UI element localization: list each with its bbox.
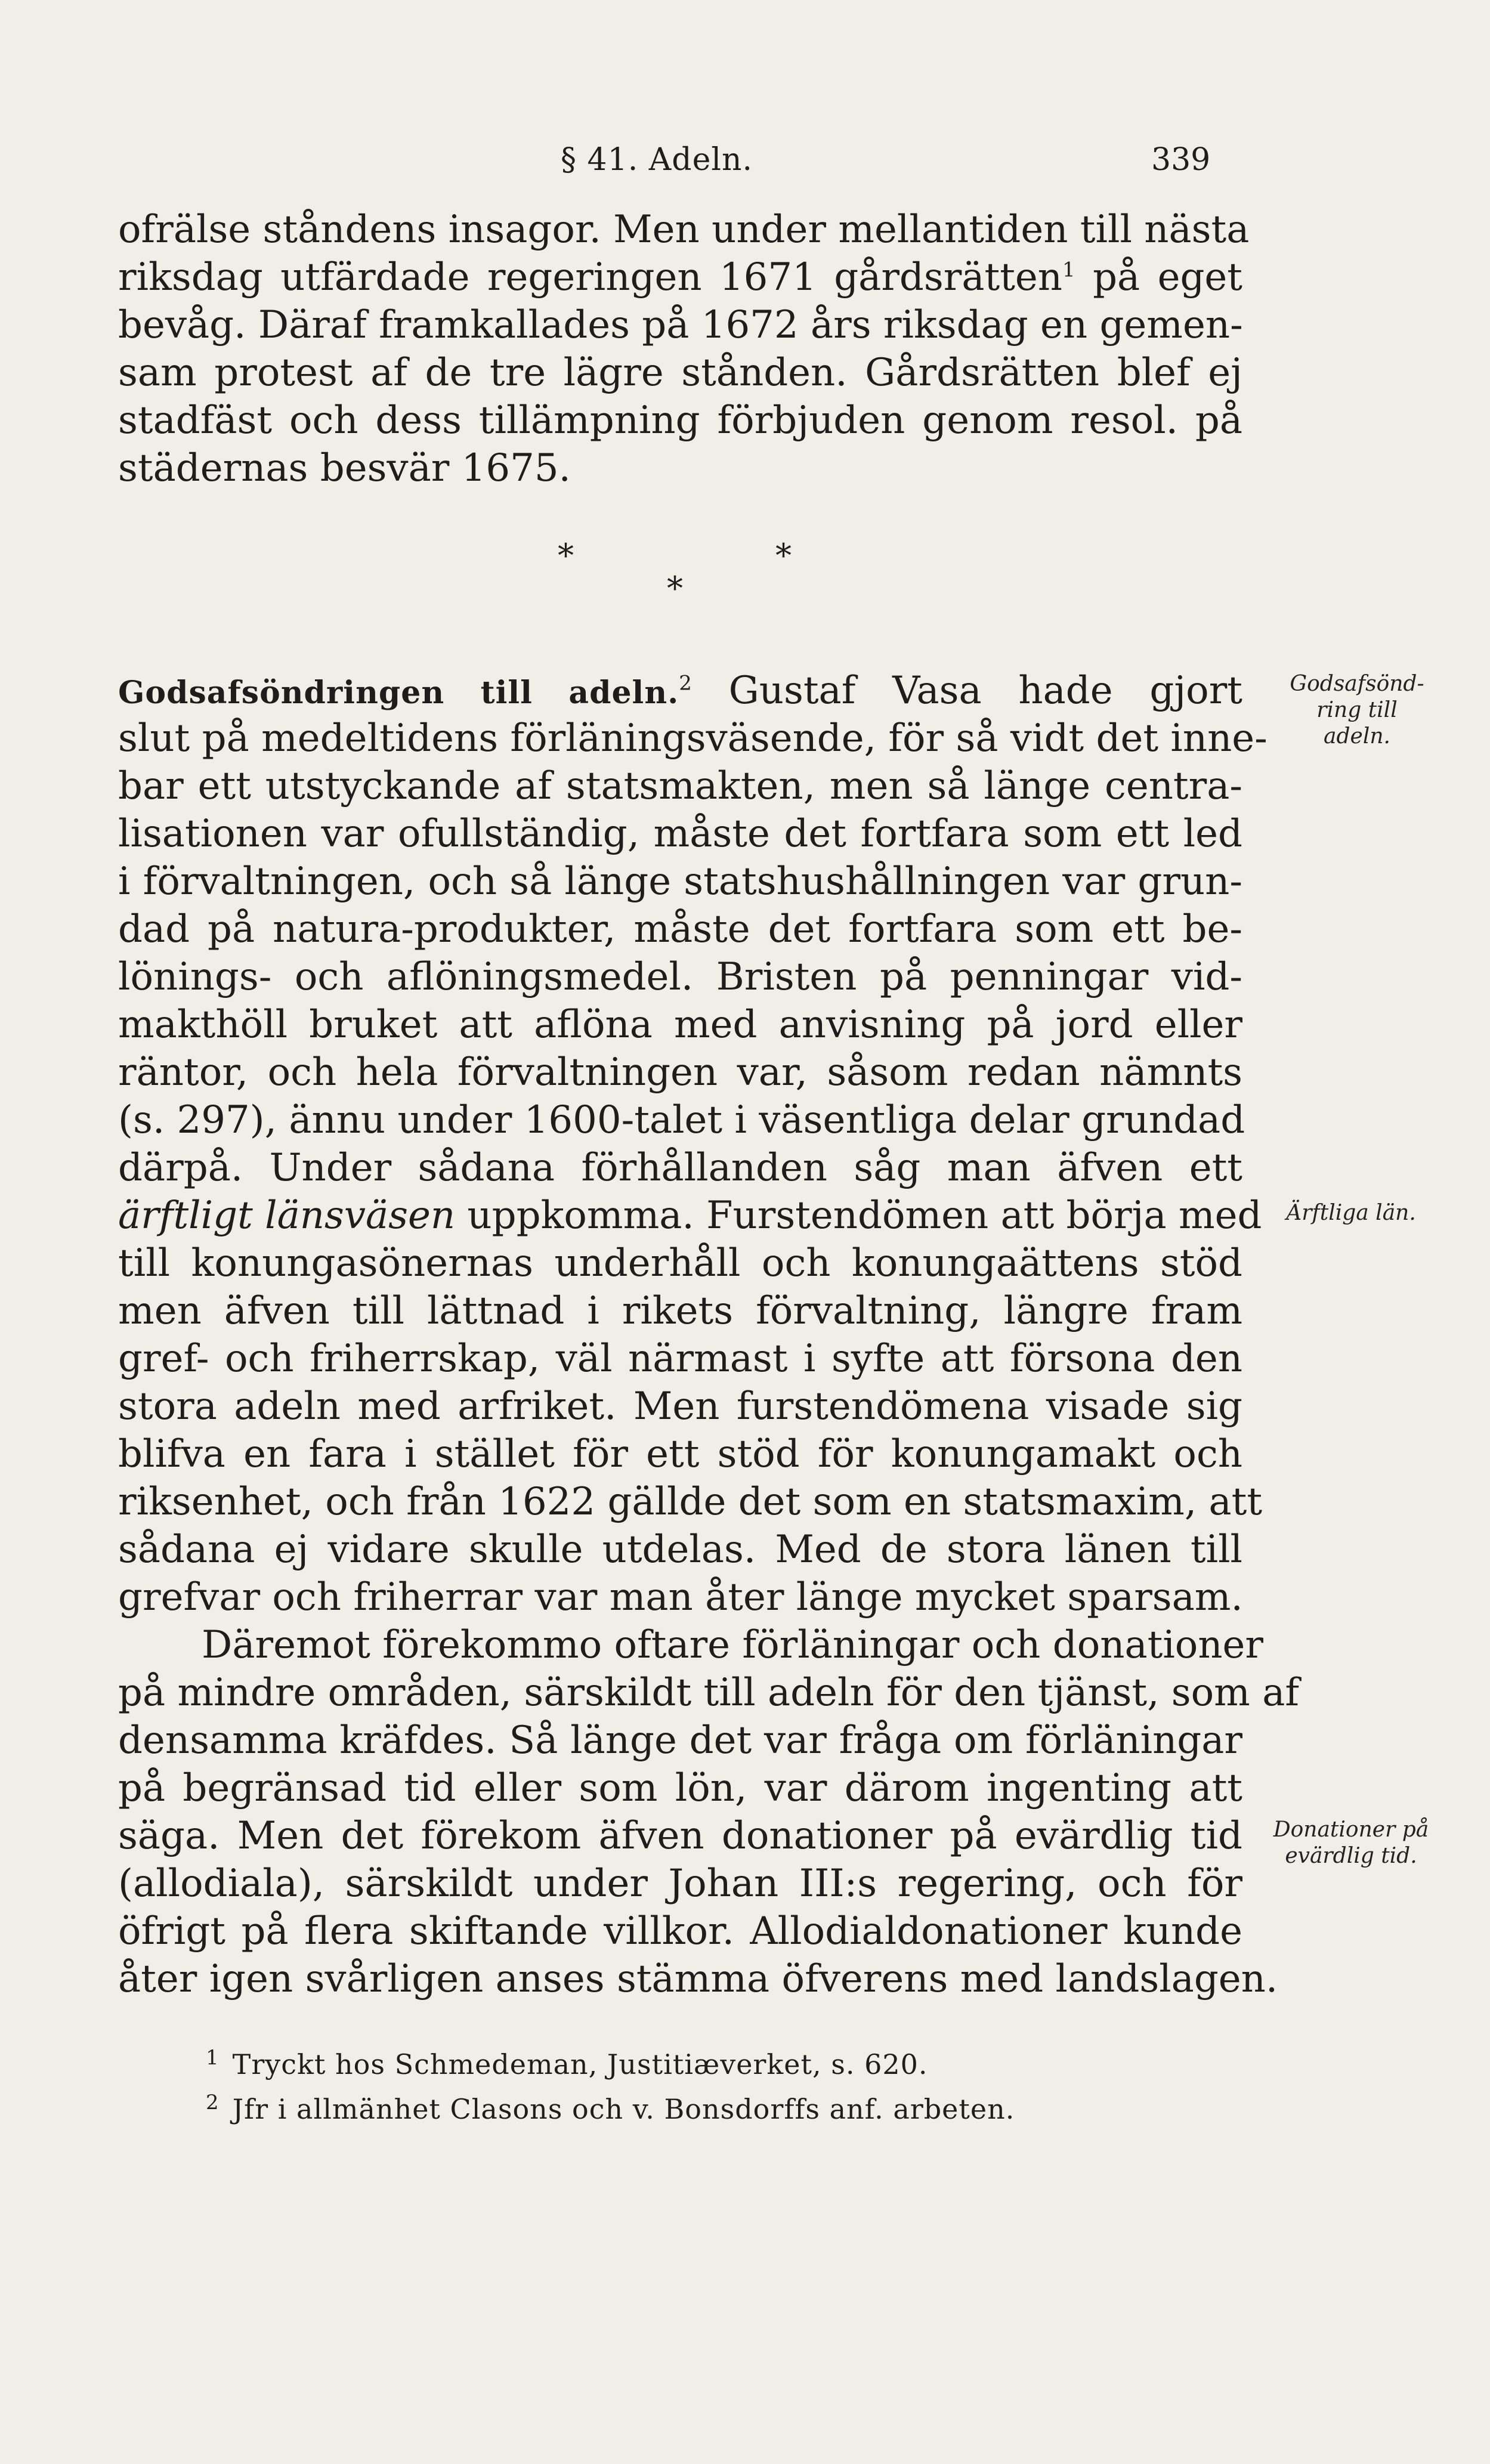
footnote bbox=[206, 2091, 1015, 2128]
asterism-star: * bbox=[667, 570, 683, 607]
text-line: stadfäst och dess tillämpning förbjuden genom resol. på bbox=[118, 398, 1242, 443]
asterism-star: * bbox=[558, 537, 574, 574]
text-line: men äfven till lättnad i rikets förvaltning, längre fram bbox=[118, 1289, 1242, 1333]
text-line: till konungasönernas underhåll och konungaättens stöd bbox=[118, 1241, 1242, 1285]
text-line: grefvar och friherrar var man åter länge mycket sparsam. bbox=[118, 1575, 1243, 1619]
footnote-number: 1 bbox=[206, 2045, 220, 2070]
italic-term: ärftligt länsväsen bbox=[118, 1194, 456, 1238]
text-line: lönings- och aflöningsmedel. Bristen på penningar vid- bbox=[118, 955, 1242, 999]
text-line: densamma kräfdes. Så länge det var fråga om förläningar bbox=[118, 1718, 1242, 1763]
footnote bbox=[206, 2046, 928, 2083]
text-span: på eget bbox=[1093, 255, 1243, 299]
footnote-text: Tryckt hos Schmedeman, Justitiæverket, s. 620. bbox=[232, 2048, 928, 2080]
footnote-mark: 1 bbox=[1062, 258, 1075, 282]
text-line: bevåg. Däraf framkallades på 1672 års riksdag en gemen- bbox=[118, 303, 1243, 347]
text-line: på begränsad tid eller som lön, var därom ingenting att bbox=[118, 1766, 1242, 1810]
text-line: (allodiala), särskildt under Johan III:s regering, och för bbox=[118, 1862, 1242, 1906]
page-number: 339 bbox=[1151, 142, 1211, 178]
text-line: stora adeln med arfriket. Men furstendömena visade sig bbox=[118, 1384, 1242, 1429]
text-line: åter igen svårligen anses stämma öfverens med landslagen. bbox=[118, 1957, 1278, 2001]
text-line: räntor, och hela förvaltningen var, såsom redan nämnts bbox=[118, 1050, 1242, 1095]
text-line: i förvaltningen, och så länge statshushållningen var grun- bbox=[118, 860, 1242, 904]
asterism-star: * bbox=[775, 537, 792, 574]
text-line bbox=[118, 253, 1242, 301]
margin-note bbox=[1253, 1817, 1449, 1869]
section-title: § 41. Adeln. bbox=[561, 142, 753, 178]
text-line: ofrälse ståndens insagor. Men under mellantiden till nästa bbox=[118, 208, 1250, 252]
text-line: blifva en fara i stället för ett stöd för konungamakt och bbox=[118, 1432, 1242, 1476]
text-line: öfrigt på flera skiftande villkor. Allodialdonationer kunde bbox=[118, 1909, 1242, 1953]
text-span: Gustaf Vasa hade gjort bbox=[728, 669, 1242, 713]
section-heading: Godsafsöndringen till adeln. bbox=[118, 675, 679, 711]
text-line: (s. 297), ännu under 1600-talet i väsentliga delar grundad bbox=[118, 1098, 1245, 1142]
text-line: sam protest af de tre lägre stånden. Gårdsrätten blef ej bbox=[118, 351, 1242, 395]
text-span: uppkomma. Furstendömen att börja med bbox=[467, 1194, 1262, 1238]
text-line: sådana ej vidare skulle utdelas. Med de stora länen till bbox=[118, 1528, 1242, 1572]
text-line bbox=[118, 1192, 1262, 1239]
margin-note-line: evärdlig tid. bbox=[1285, 1844, 1417, 1868]
margin-note-line: Godsafsönd- bbox=[1290, 672, 1424, 696]
footnote-text: Jfr i allmänhet Clasons och v. Bonsdorffs anf. arbeten. bbox=[232, 2093, 1015, 2125]
footnote-number: 2 bbox=[206, 2090, 220, 2114]
text-span: riksdag utfärdade regeringen 1671 gårdsrätten bbox=[118, 255, 1063, 299]
text-line bbox=[118, 667, 1242, 715]
text-line: städernas besvär 1675. bbox=[118, 446, 571, 490]
text-line: bar ett utstyckande af statsmakten, men så länge centra- bbox=[118, 764, 1242, 808]
running-header bbox=[0, 142, 1490, 190]
text-line: därpå. Under sådana förhållanden såg man äfven ett bbox=[118, 1146, 1242, 1190]
margin-note bbox=[1253, 1200, 1449, 1226]
text-line: gref- och friherrskap, väl närmast i syfte att försona den bbox=[118, 1337, 1242, 1381]
text-line: slut på medeltidens förläningsväsende, för så vidt det inne- bbox=[118, 716, 1268, 760]
margin-note-line: adeln. bbox=[1324, 724, 1390, 749]
margin-note-line: Donationer på bbox=[1273, 1817, 1429, 1842]
text-line: säga. Men det förekom äfven donationer på evärdlig tid bbox=[118, 1814, 1242, 1858]
margin-note bbox=[1259, 671, 1455, 750]
text-line: lisationen var ofullständig, måste det fortfara som ett led bbox=[118, 812, 1242, 856]
text-line: på mindre områden, särskildt till adeln för den tjänst, som af bbox=[118, 1671, 1300, 1715]
text-line: dad på natura-produkter, måste det fortfara som ett be- bbox=[118, 907, 1242, 951]
text-line: makthöll bruket att aflöna med anvisning på jord eller bbox=[118, 1003, 1242, 1047]
text-line: Däremot förekommo oftare förläningar och donationer bbox=[202, 1623, 1263, 1667]
margin-note-line: Ärftliga län. bbox=[1286, 1201, 1416, 1225]
margin-note-line: ring till bbox=[1316, 698, 1398, 722]
footnote-mark: 2 bbox=[679, 671, 692, 695]
text-line: riksenhet, och från 1622 gällde det som en statsmaxim, att bbox=[118, 1480, 1263, 1524]
